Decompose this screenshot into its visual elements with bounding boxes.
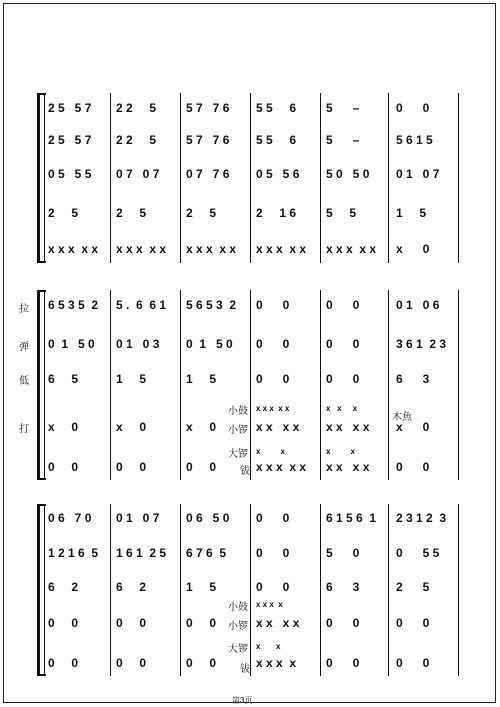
perc-notation: x x x <box>326 404 358 413</box>
notation-cell: 0 7 0 7 <box>116 167 160 181</box>
notation-cell: x x x x <box>326 420 370 434</box>
instrument-label-la: 拉 <box>19 304 29 315</box>
notation-cell: 0 0 <box>256 298 290 312</box>
notation-cell: 5 7 7 6 <box>186 133 230 147</box>
notation-cell: 0 5 5 <box>396 546 440 560</box>
notation-cell: 0 0 <box>326 656 360 670</box>
page-number: 第3页 <box>232 696 253 705</box>
notation-cell: 0 0 <box>48 656 79 670</box>
notation-cell: 5 6 5 3 2 <box>186 298 237 312</box>
notation-cell: 5 0 <box>326 546 360 560</box>
barline <box>250 504 251 676</box>
notation-cell: 6 3 <box>326 580 360 594</box>
notation-cell: 3 6 1 2 3 <box>396 337 447 351</box>
notation-cell: x 0 <box>116 420 147 434</box>
notation-cell: 5 5 <box>326 206 357 220</box>
notation-cell: 0 0 <box>396 656 430 670</box>
notation-cell: 0 0 <box>396 460 430 474</box>
notation-cell: x x x x x <box>48 242 99 256</box>
notation-cell: 6 3 <box>396 372 430 386</box>
notation-cell: 6 5 3 5 2 <box>48 298 99 312</box>
notation-cell: 0 0 <box>256 372 290 386</box>
notation-cell: x x x x x <box>326 242 377 256</box>
notation-cell: 0 0 <box>256 337 290 351</box>
perc-label-xiaoluo: 小锣 <box>228 621 248 632</box>
notation-cell: 1 5 <box>186 372 217 386</box>
notation-cell: 0 0 <box>326 337 360 351</box>
barline <box>180 504 181 676</box>
notation-cell: 0 0 <box>396 616 430 630</box>
notation-cell: x x x x x <box>256 242 307 256</box>
notation-cell: 0 0 <box>396 101 430 115</box>
barline <box>388 504 389 676</box>
notation-cell: 1 2 1 6 5 <box>48 546 99 560</box>
notation-cell: 2 3 1 2 3 <box>396 511 447 525</box>
notation-cell: 0 1 0 7 <box>396 167 440 181</box>
notation-cell: 0 5 5 6 <box>256 167 300 181</box>
notation-cell: 6 1 5 6 1 <box>326 511 377 525</box>
perc-label-bo: 钹 <box>240 466 250 477</box>
muyu-label: 木魚 <box>392 412 412 423</box>
perc-notation: x x <box>326 447 355 456</box>
notation-cell: 0 0 <box>48 460 79 474</box>
notation-cell: 0 5 5 5 <box>48 167 92 181</box>
notation-cell: 0 0 <box>256 580 290 594</box>
notation-cell: x 0 <box>396 242 430 256</box>
notation-cell: 0 0 <box>256 546 290 560</box>
notation-cell: 6 2 <box>116 580 147 594</box>
perc-notation: x x x x x <box>256 404 290 413</box>
notation-cell: 1 6 1 2 5 <box>116 546 167 560</box>
notation-cell: 0 0 <box>116 460 147 474</box>
notation-cell: 5 6 1 5 <box>396 133 433 147</box>
notation-cell: 5 – <box>326 133 360 147</box>
notation-cell: 0 0 <box>326 372 360 386</box>
system-bracket <box>37 504 40 676</box>
notation-cell: x x x x x <box>116 242 167 256</box>
notation-cell: x 0 <box>48 420 79 434</box>
notation-cell: 6 5 <box>48 372 79 386</box>
notation-cell: 5 . 6 6 1 <box>116 298 167 312</box>
notation-cell: x x x x <box>256 420 300 434</box>
notation-cell: x x x x <box>256 616 300 630</box>
notation-cell: 1 5 <box>186 580 217 594</box>
notation-cell: 0 0 <box>116 616 147 630</box>
notation-cell: 0 1 5 0 <box>48 337 95 351</box>
notation-cell: 5 7 7 6 <box>186 101 230 115</box>
notation-cell: 5 – <box>326 101 360 115</box>
perc-label-daluo: 大锣 <box>228 644 248 655</box>
notation-cell: 0 0 <box>48 616 79 630</box>
notation-cell: 0 1 0 3 <box>116 337 160 351</box>
notation-cell: 0 0 <box>186 656 217 670</box>
notation-cell: 0 0 <box>326 298 360 312</box>
barline <box>110 504 111 676</box>
notation-cell: x x x x x <box>186 242 237 256</box>
notation-cell: 0 1 0 6 <box>396 298 440 312</box>
perc-notation: x x <box>256 642 281 651</box>
barline <box>320 504 321 676</box>
notation-cell: 0 0 <box>326 616 360 630</box>
notation-cell: 0 0 <box>256 511 290 525</box>
notation-cell: 0 1 0 7 <box>116 511 160 525</box>
notation-cell: 6 2 <box>48 580 79 594</box>
notation-cell: 5 0 5 0 <box>326 167 370 181</box>
notation-cell: 2 5 <box>116 206 147 220</box>
notation-cell: x 0 <box>186 420 217 434</box>
perc-notation: x x x x <box>256 600 283 609</box>
notation-cell: 2 2 5 <box>116 101 157 115</box>
notation-cell: x 0 <box>396 420 430 434</box>
perc-label-xiaoluo: 小锣 <box>228 425 248 436</box>
notation-cell: 5 5 6 <box>256 133 297 147</box>
notation-cell: 2 5 5 7 <box>48 101 92 115</box>
notation-cell: 0 1 5 0 <box>186 337 233 351</box>
notation-cell: 2 2 5 <box>116 133 157 147</box>
barline <box>458 504 459 676</box>
notation-cell: 2 5 <box>186 206 217 220</box>
notation-cell: 0 0 <box>186 460 217 474</box>
notation-cell: 0 0 <box>116 656 147 670</box>
notation-cell: 2 1 6 <box>256 206 297 220</box>
perc-label-xiaogu: 小鼓 <box>228 406 248 417</box>
notation-cell: 2 5 <box>48 206 79 220</box>
notation-cell: 5 5 6 <box>256 101 297 115</box>
notation-cell: 6 7 6 5 <box>186 546 227 560</box>
notation-cell: 0 6 5 0 <box>186 511 230 525</box>
perc-notation: x x <box>256 447 285 456</box>
notation-cell: 2 5 5 7 <box>48 133 92 147</box>
perc-label-bo: 钹 <box>240 664 250 675</box>
notation-cell: x x x x x <box>256 460 307 474</box>
instrument-label-di: 低 <box>19 376 29 387</box>
notation-cell: 1 5 <box>116 372 147 386</box>
notation-cell: 0 7 7 6 <box>186 167 230 181</box>
notation-cell: 2 5 <box>396 580 430 594</box>
notation-cell: x x x x <box>256 656 297 670</box>
instrument-label-da: 打 <box>19 424 29 435</box>
perc-label-daluo: 大锣 <box>228 449 248 460</box>
notation-cell: 1 5 <box>396 206 427 220</box>
instrument-label-tan: 弹 <box>19 342 29 353</box>
notation-cell: 0 6 7 0 <box>48 511 92 525</box>
perc-label-xiaogu: 小鼓 <box>228 602 248 613</box>
notation-cell: 0 0 <box>186 616 217 630</box>
system-staff-line <box>44 504 45 676</box>
notation-cell: x x x x <box>326 460 370 474</box>
